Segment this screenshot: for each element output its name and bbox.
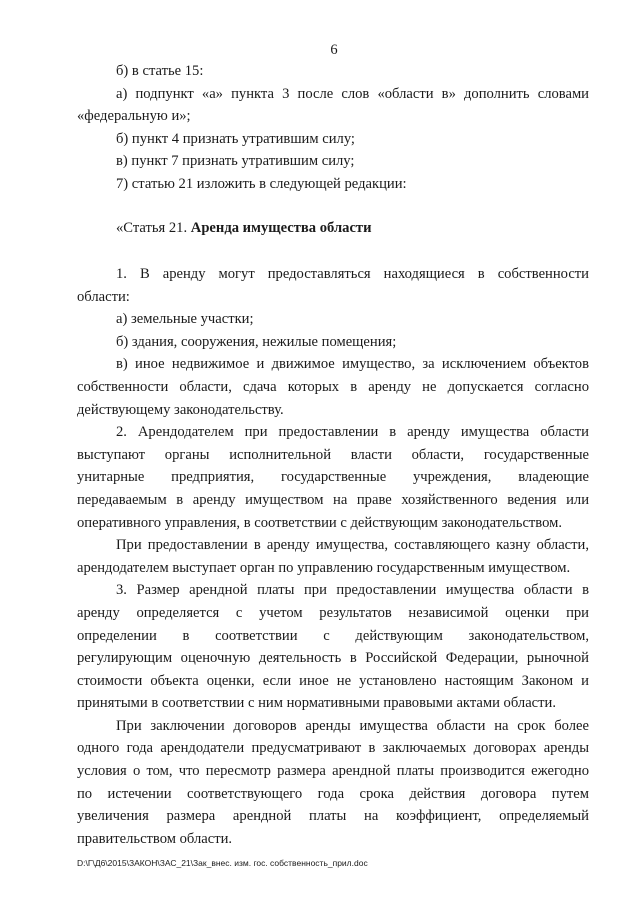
page-number: 6 — [330, 42, 338, 58]
p1-item-a: а) земельные участки; — [116, 311, 254, 328]
p1-line: 1. В аренду могут предоставляться находящиеся в собственности — [116, 266, 589, 282]
p4-line: одного года арендодатели предусматривают в заключаемых договорах аренды — [77, 740, 589, 757]
art15-c: в) пункт 7 признать утратившим силу; — [116, 153, 355, 170]
p4-line: условия о том, что пересмотр размера арендной платы производится ежегодно — [77, 763, 589, 780]
footer-file-path: D:\Г\Д6\2015\ЗАКОН\ЗАС_21\Зак_внес. изм. гос. собственность_прил.doc — [77, 858, 368, 868]
p3-line: 3. Размер арендной платы при предоставлении имущества области в — [116, 582, 589, 599]
p2-line: 2. Арендодателем при предоставлении в аренду имущества области — [116, 424, 589, 441]
art21-intro: 7) статью 21 изложить в следующей редакции: — [116, 175, 407, 192]
article-body — [77, 263, 589, 850]
p1-item-c-line: действующему законодательству. — [77, 401, 284, 418]
p3-line: стоимости объекта оценки, если иное не установлено настоящим Законом и — [77, 672, 589, 689]
art15-b: б) пункт 4 признать утратившим силу; — [116, 130, 355, 147]
art15-a-line: а) подпункт «а» пункта 3 после слов «области в» дополнить словами — [116, 85, 589, 102]
p3-line: принятыми в соответствии с ним нормативными правовыми актами области. — [77, 695, 556, 712]
p2-line: оперативного управления, в соответствии с действующим законодательством. — [77, 514, 563, 531]
article-title — [77, 217, 589, 240]
p2-line: унитарные предприятия, государственные учреждения, владеющие — [77, 469, 589, 486]
art15-a-line: «федеральную и»; — [77, 108, 191, 125]
p2b-line: арендодателем выступает орган по управлению государственным имуществом. — [77, 559, 571, 576]
p3-line: регулирующим оценочную деятельность в Российской Федерации, рыночной — [77, 650, 589, 667]
p4-line: правительством области. — [77, 830, 233, 847]
p2-line: передаваемым в аренду имуществом на праве хозяйственного ведения или — [77, 491, 589, 508]
p2-line: выступают органы исполнительной власти области, государственные — [77, 446, 589, 463]
p1-item-c-line: собственности области, сдача которых в аренду не допускается согласно — [77, 378, 589, 395]
p1-item-b: б) здания, сооружения, нежилые помещения; — [116, 333, 397, 350]
p1-line: области: — [77, 288, 130, 305]
article-title-prefix: «Статья 21. — [116, 220, 191, 236]
p1-item-c-line: в) иное недвижимое и движимое имущество, за исключением объектов — [116, 356, 589, 373]
art15-intro: б) в статье 15: — [116, 63, 204, 79]
p4-line: При заключении договоров аренды имущества области на срок более — [116, 717, 589, 734]
p4-line: увеличения размера арендной платы на коэффициент, определяемый — [77, 808, 589, 825]
article-title-bold: Аренда имущества области — [190, 220, 372, 236]
p4-line: по истечении соответствующего года срока действия договора путем — [77, 785, 589, 802]
p3-line: определении в соответствии с действующим законодательством, — [77, 627, 589, 644]
amendments-block — [77, 60, 589, 196]
p3-line: аренду определяется с учетом результатов независимой оценки при — [77, 604, 589, 621]
p2b-line: При предоставлении в аренду имущества, составляющего казну области, — [116, 537, 589, 554]
